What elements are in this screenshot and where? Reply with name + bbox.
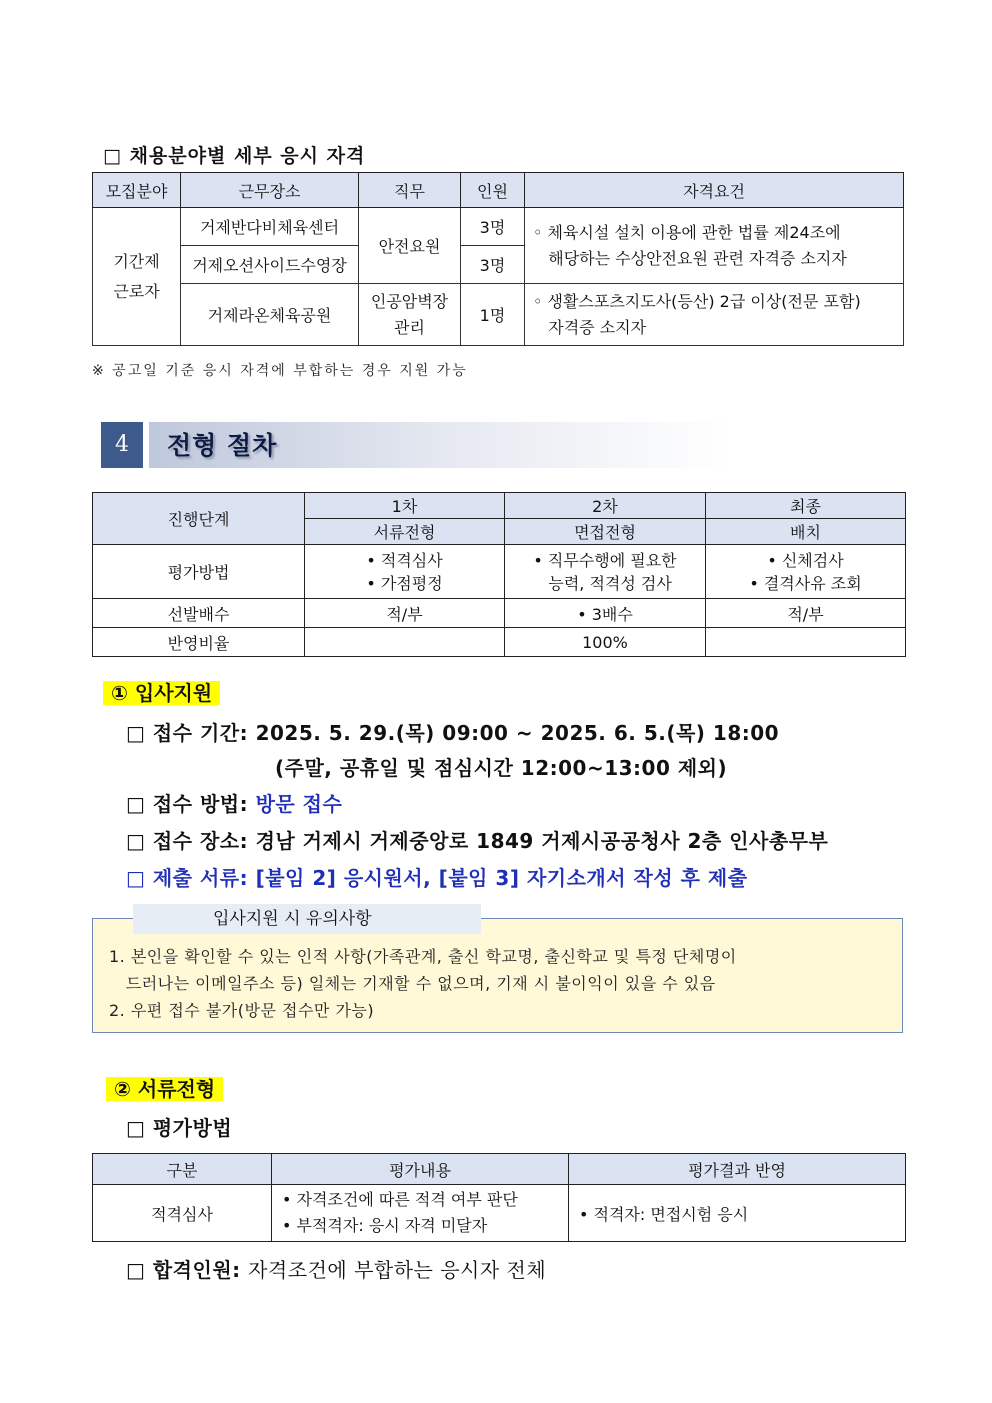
eligibility-note: ※ 공고일 기준 응시 자격에 부합하는 경우 지원 가능	[92, 363, 468, 379]
ratio-cell	[706, 628, 906, 657]
header-cell: 인원	[461, 173, 525, 208]
content-cell: • 자격조건에 따른 적격 여부 판단 • 부적격자: 응시 자격 미달자	[272, 1185, 569, 1242]
header-cell: 평가내용	[272, 1154, 569, 1185]
header-cell: 근무장소	[181, 173, 359, 208]
place-cell: 거제반다비체육센터	[181, 208, 359, 246]
requirement-cell: ◦ 생활스포츠지도사(등산) 2급 이상(전문 포함) 자격증 소지자	[525, 284, 904, 346]
pass-item	[126, 1254, 546, 1283]
qualification-table	[92, 172, 904, 346]
row-label: 선발배수	[93, 599, 305, 628]
table-header-row	[93, 173, 904, 208]
table-row	[93, 1185, 906, 1242]
stage-name: 서류전형	[305, 519, 505, 545]
section-title: 전형 절차	[167, 431, 278, 460]
category-cell: 기간제 근로자	[93, 208, 181, 346]
pass-value: 자격조건에 부합하는 응시자 전체	[248, 1258, 547, 1282]
method-item	[126, 788, 342, 817]
header-cell: 모집분야	[93, 173, 181, 208]
table-row	[93, 284, 904, 346]
notice-lines	[109, 943, 737, 1024]
docs-item	[126, 862, 748, 891]
ratio-cell: 100%	[505, 628, 706, 657]
header-cell: 자격요건	[525, 173, 904, 208]
stage-name: 면접전형	[505, 519, 706, 545]
header-cell: 직무	[359, 173, 461, 208]
ratio-cell	[305, 628, 505, 657]
table-header-row	[93, 1154, 906, 1185]
evaluation-table	[92, 1153, 906, 1242]
place-cell: 거제라온체육공원	[181, 284, 359, 346]
stage-order: 1차	[305, 493, 505, 519]
notice-line: 1. 본인을 확인할 수 있는 인적 사항(가족관계, 출신 학교명, 출신학교 및 특정 단체명이	[109, 947, 737, 966]
stage-order: 2차	[505, 493, 706, 519]
period-item	[126, 717, 779, 746]
place-cell: 거제오션사이드수영장	[181, 246, 359, 284]
docs-label: □ 제출 서류:	[126, 866, 256, 890]
method-cell: • 적격심사 • 가점평정	[305, 545, 505, 599]
pass-label: □ 합격인원:	[126, 1258, 249, 1282]
table-row	[93, 208, 904, 246]
method-label: □ 접수 방법:	[126, 792, 256, 816]
duty-cell: 인공암벽장 관리	[359, 284, 461, 346]
table-row	[93, 545, 906, 599]
notice-line: 2. 우편 접수 불가(방문 접수만 가능)	[109, 1001, 375, 1020]
type-cell: 적격심사	[93, 1185, 272, 1242]
result-cell: • 적격자: 면접시험 응시	[569, 1185, 906, 1242]
method-cell: • 신체검사 • 결격사유 조회	[706, 545, 906, 599]
stage-label: 진행단계	[93, 493, 305, 545]
eval-heading: □ 평가방법	[126, 1116, 233, 1140]
count-cell: 3명	[461, 208, 525, 246]
notice-title: 입사지원 시 유의사항	[133, 904, 481, 934]
process-table	[92, 492, 906, 657]
header-cell: 평가결과 반영	[569, 1154, 906, 1185]
row-label: 반영비율	[93, 628, 305, 657]
place-value: 경남 거제시 거제중앙로 1849 거제시공공청사 2층 인사총무부	[255, 829, 829, 853]
screening-title: ② 서류전형	[106, 1077, 223, 1101]
duty-cell: 안전요원	[359, 208, 461, 284]
section-number: 4	[101, 422, 143, 468]
apply-title: ① 입사지원	[103, 681, 220, 705]
notice-line: 드러나는 이메일주소 등) 일체는 기재할 수 없으며, 기재 시 불이익이 있을 수 있음	[109, 974, 716, 993]
requirement-cell: ◦ 체육시설 설치 이용에 관한 법률 제24조에 해당하는 수상안전요원 관련 자격증 소지자	[525, 208, 904, 284]
multiple-cell: • 3배수	[505, 599, 706, 628]
period-note: (주말, 공휴일 및 점심시간 12:00~13:00 제외)	[275, 756, 728, 780]
table-row	[93, 628, 906, 657]
method-value: 방문 접수	[255, 792, 343, 816]
multiple-cell: 적/부	[305, 599, 505, 628]
method-cell: • 직무수행에 필요한 능력, 적격성 검사	[505, 545, 706, 599]
stage-name: 배치	[706, 519, 906, 545]
place-label: □ 접수 장소:	[126, 829, 256, 853]
table-row	[93, 493, 906, 519]
notice-box	[92, 918, 903, 1033]
place-item	[126, 825, 828, 854]
multiple-cell: 적/부	[706, 599, 906, 628]
section-divider	[143, 422, 149, 468]
section-heading-qualifications: □ 채용분야별 세부 응시 자격	[103, 145, 366, 167]
header-cell: 구분	[93, 1154, 272, 1185]
count-cell: 3명	[461, 246, 525, 284]
period-label: □ 접수 기간:	[126, 721, 256, 745]
row-label: 평가방법	[93, 545, 305, 599]
period-value: 2025. 5. 29.(목) 09:00 ~ 2025. 6. 5.(목) 18:00	[255, 721, 780, 745]
docs-value: [붙임 2] 응시원서, [붙임 3] 자기소개서 작성 후 제출	[255, 866, 748, 890]
stage-order: 최종	[706, 493, 906, 519]
table-row	[93, 599, 906, 628]
count-cell: 1명	[461, 284, 525, 346]
